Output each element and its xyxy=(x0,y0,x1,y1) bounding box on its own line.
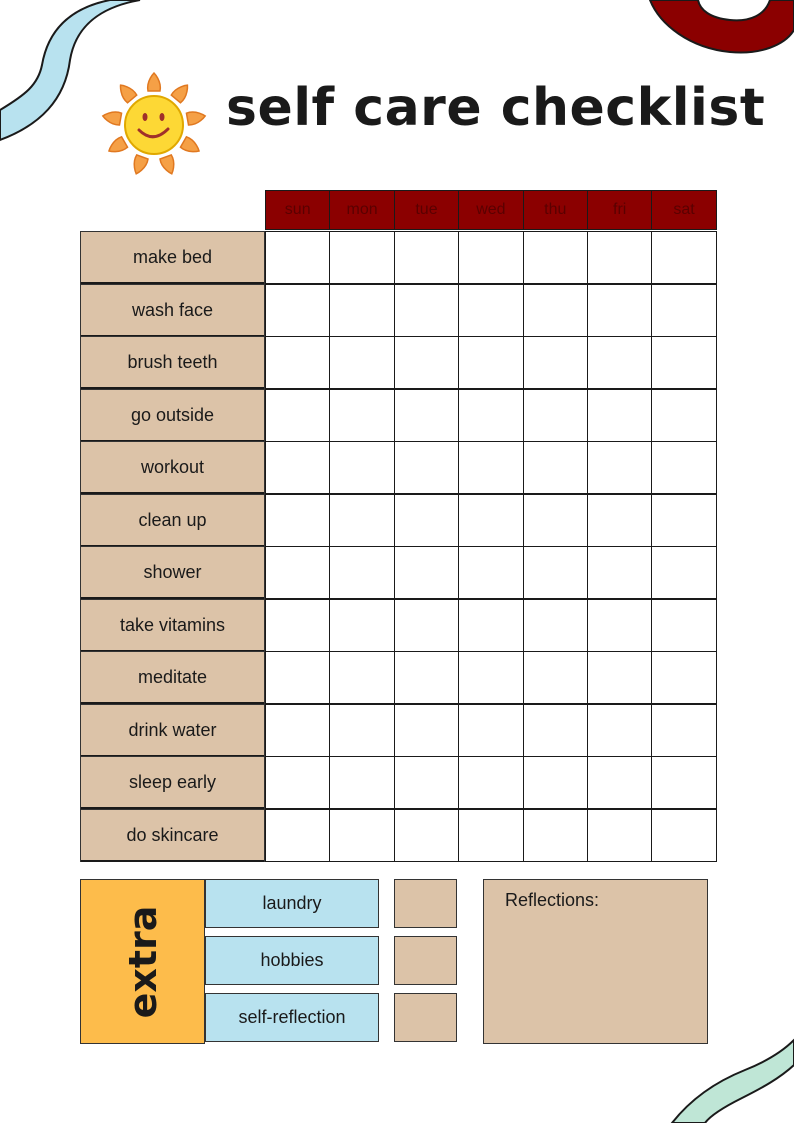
check-cell-thu[interactable] xyxy=(523,389,588,442)
check-cell-fri[interactable] xyxy=(587,494,652,547)
day-header-wed: wed xyxy=(458,190,523,230)
top-right-swirl xyxy=(650,0,794,53)
check-cell-tue[interactable] xyxy=(394,494,459,547)
check-cell-fri[interactable] xyxy=(587,651,652,704)
check-cell-tue[interactable] xyxy=(394,441,459,494)
check-cell-mon[interactable] xyxy=(329,756,394,809)
check-cell-fri[interactable] xyxy=(587,284,652,337)
check-cell-thu[interactable] xyxy=(523,651,588,704)
extra-checkbox[interactable] xyxy=(394,879,457,928)
check-cell-wed[interactable] xyxy=(458,284,523,337)
check-cell-sat[interactable] xyxy=(651,809,716,862)
check-cell-mon[interactable] xyxy=(329,651,394,704)
check-cell-fri[interactable] xyxy=(587,389,652,442)
day-header-sat: sat xyxy=(651,190,716,230)
check-cell-sun[interactable] xyxy=(265,336,330,389)
check-cell-wed[interactable] xyxy=(458,809,523,862)
task-label: brush teeth xyxy=(80,336,265,389)
check-cell-wed[interactable] xyxy=(458,336,523,389)
check-cell-sun[interactable] xyxy=(265,441,330,494)
smiling-sun-icon xyxy=(94,66,214,186)
check-cell-tue[interactable] xyxy=(394,284,459,337)
day-header-thu: thu xyxy=(523,190,588,230)
task-label: sleep early xyxy=(80,756,265,809)
task-label: go outside xyxy=(80,389,265,442)
page-title: self care checklist xyxy=(226,78,766,138)
check-cell-fri[interactable] xyxy=(587,809,652,862)
check-cell-tue[interactable] xyxy=(394,231,459,284)
check-cell-sun[interactable] xyxy=(265,284,330,337)
day-header-tue: tue xyxy=(394,190,459,230)
check-cell-mon[interactable] xyxy=(329,546,394,599)
check-cell-sat[interactable] xyxy=(651,389,716,442)
check-cell-mon[interactable] xyxy=(329,231,394,284)
check-cell-tue[interactable] xyxy=(394,809,459,862)
check-cell-sat[interactable] xyxy=(651,441,716,494)
check-cell-thu[interactable] xyxy=(523,704,588,757)
check-cell-tue[interactable] xyxy=(394,704,459,757)
check-cell-wed[interactable] xyxy=(458,599,523,652)
check-cell-mon[interactable] xyxy=(329,494,394,547)
check-cell-sat[interactable] xyxy=(651,599,716,652)
check-cell-fri[interactable] xyxy=(587,599,652,652)
check-cell-wed[interactable] xyxy=(458,231,523,284)
task-label: take vitamins xyxy=(80,599,265,652)
check-cell-thu[interactable] xyxy=(523,284,588,337)
task-label: workout xyxy=(80,441,265,494)
check-cell-sat[interactable] xyxy=(651,494,716,547)
task-label: drink water xyxy=(80,704,265,757)
check-cell-wed[interactable] xyxy=(458,494,523,547)
check-cell-thu[interactable] xyxy=(523,756,588,809)
check-cell-sun[interactable] xyxy=(265,704,330,757)
check-cell-sat[interactable] xyxy=(651,231,716,284)
check-cell-tue[interactable] xyxy=(394,756,459,809)
task-label: shower xyxy=(80,546,265,599)
check-cell-fri[interactable] xyxy=(587,336,652,389)
bottom-right-wave xyxy=(672,1040,794,1123)
extra-label-text: extra xyxy=(120,905,165,1018)
extra-checkbox[interactable] xyxy=(394,936,457,985)
check-cell-mon[interactable] xyxy=(329,284,394,337)
check-cell-mon[interactable] xyxy=(329,704,394,757)
check-cell-mon[interactable] xyxy=(329,809,394,862)
check-cell-thu[interactable] xyxy=(523,336,588,389)
check-cell-wed[interactable] xyxy=(458,441,523,494)
check-cell-sat[interactable] xyxy=(651,704,716,757)
check-cell-tue[interactable] xyxy=(394,336,459,389)
check-cell-thu[interactable] xyxy=(523,494,588,547)
check-cell-sat[interactable] xyxy=(651,284,716,337)
day-header-mon: mon xyxy=(329,190,394,230)
check-cell-sun[interactable] xyxy=(265,756,330,809)
check-cell-tue[interactable] xyxy=(394,546,459,599)
check-cell-sun[interactable] xyxy=(265,494,330,547)
day-header-sun: sun xyxy=(265,190,330,230)
check-cell-wed[interactable] xyxy=(458,756,523,809)
check-cell-tue[interactable] xyxy=(394,651,459,704)
check-cell-thu[interactable] xyxy=(523,809,588,862)
check-cell-tue[interactable] xyxy=(394,389,459,442)
check-cell-fri[interactable] xyxy=(587,441,652,494)
extra-item-hobbies: hobbies xyxy=(205,936,379,985)
check-cell-wed[interactable] xyxy=(458,389,523,442)
check-cell-sat[interactable] xyxy=(651,756,716,809)
check-cell-fri[interactable] xyxy=(587,756,652,809)
extra-item-laundry: laundry xyxy=(205,879,379,928)
check-cell-wed[interactable] xyxy=(458,546,523,599)
check-cell-mon[interactable] xyxy=(329,441,394,494)
check-cell-sat[interactable] xyxy=(651,651,716,704)
check-cell-mon[interactable] xyxy=(329,389,394,442)
check-cell-sat[interactable] xyxy=(651,336,716,389)
day-header-fri: fri xyxy=(587,190,652,230)
check-cell-fri[interactable] xyxy=(587,546,652,599)
check-cell-sun[interactable] xyxy=(265,389,330,442)
task-label: clean up xyxy=(80,494,265,547)
check-cell-mon[interactable] xyxy=(329,599,394,652)
reflections-label: Reflections: xyxy=(505,890,600,910)
extra-section-label xyxy=(80,879,205,1044)
check-cell-thu[interactable] xyxy=(523,599,588,652)
check-cell-fri[interactable] xyxy=(587,231,652,284)
check-cell-sun[interactable] xyxy=(265,651,330,704)
check-cell-sun[interactable] xyxy=(265,546,330,599)
reflections-box[interactable] xyxy=(483,879,708,1044)
check-cell-tue[interactable] xyxy=(394,599,459,652)
task-label: wash face xyxy=(80,284,265,337)
check-cell-mon[interactable] xyxy=(329,336,394,389)
check-cell-thu[interactable] xyxy=(523,231,588,284)
task-label: make bed xyxy=(80,231,265,284)
extra-checkbox[interactable] xyxy=(394,993,457,1042)
extra-item-self-reflection: self-reflection xyxy=(205,993,379,1042)
check-cell-wed[interactable] xyxy=(458,704,523,757)
check-cell-thu[interactable] xyxy=(523,546,588,599)
check-cell-sun[interactable] xyxy=(265,231,330,284)
check-cell-sun[interactable] xyxy=(265,809,330,862)
task-label: meditate xyxy=(80,651,265,704)
check-cell-sun[interactable] xyxy=(265,599,330,652)
task-label: do skincare xyxy=(80,809,265,862)
check-cell-wed[interactable] xyxy=(458,651,523,704)
check-cell-fri[interactable] xyxy=(587,704,652,757)
check-cell-sat[interactable] xyxy=(651,546,716,599)
check-cell-thu[interactable] xyxy=(523,441,588,494)
